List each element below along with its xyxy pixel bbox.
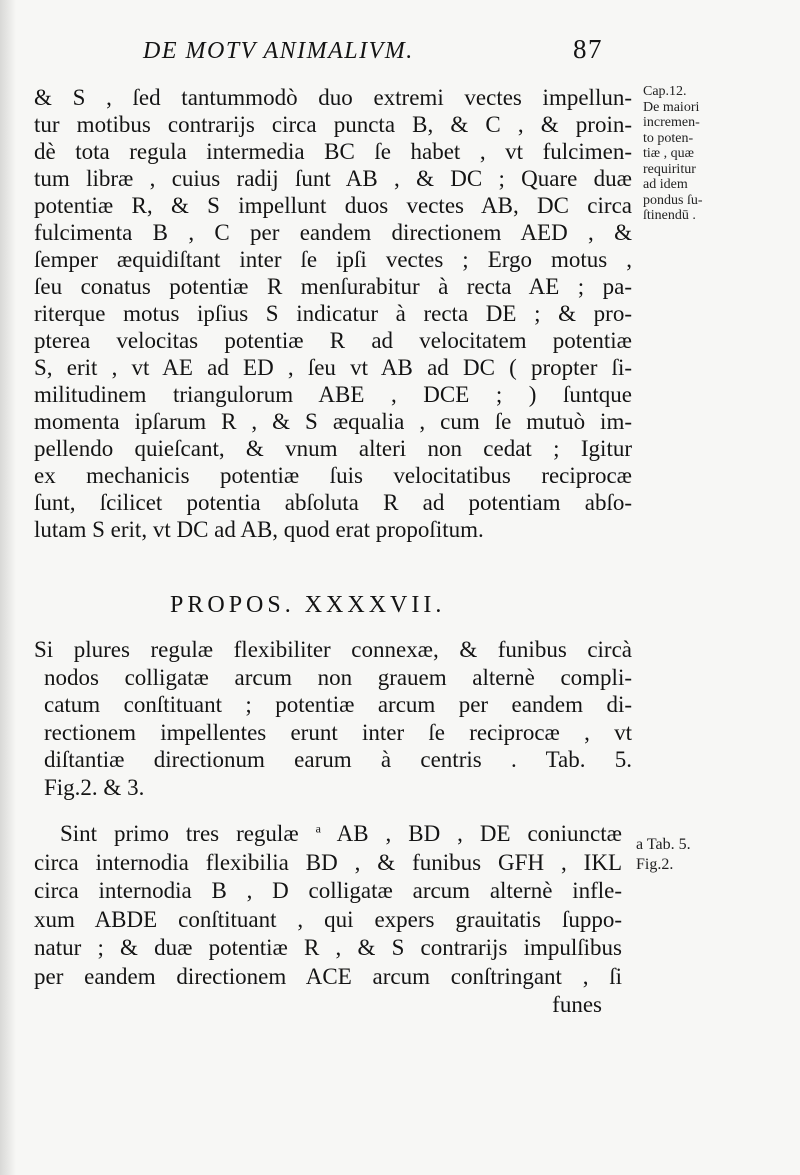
margin-note-line: ſtinendū . — [643, 208, 696, 223]
margin-note-line: incremen- — [643, 115, 700, 130]
margin-note-line: De maiori — [643, 99, 700, 115]
paragraph-first-line — [34, 820, 622, 849]
text-line: pterea velocitas potentiæ R ad velocitatem potentiæ — [34, 328, 632, 353]
text-line: militudinem triangulorum ABE , DCE ; ) ſuntque — [34, 382, 632, 407]
paragraph-line: natur ; & duæ potentiæ R , & S contrarijs impulſibus — [34, 935, 622, 960]
margin-ref-line: a Tab. 5. — [636, 836, 691, 853]
proposition-heading: PROPOS. XXXXVII. — [170, 592, 446, 618]
text-line: & S , ſed tantummodò duo extremi vectes impellun- — [34, 85, 632, 110]
proposition-text — [34, 636, 632, 801]
paragraph-line-start: Sint primo tres regulæ — [60, 821, 299, 846]
margin-note-line: Cap.12. — [643, 84, 687, 99]
margin-note-line: ad idem — [643, 177, 688, 192]
running-head — [143, 34, 603, 68]
text-line: potentiæ R, & S impellunt duos vectes AB, DC circa — [34, 193, 632, 218]
paragraph-line: circa internodia flexibilia BD , & funibus GFH , IKL — [34, 849, 622, 875]
margin-note-line: tiæ , quæ — [643, 146, 694, 161]
paragraph-line: per eandem directionem ACE arcum conſtringant , ſi — [34, 963, 622, 989]
proposition-line: nodos colligatæ arcum non grauem alternè compli- — [44, 664, 632, 690]
running-head-title: DE MOTV ANIMALIVM. — [143, 38, 414, 64]
proposition-line: rectionem impellentes erunt inter ſe reciprocæ , vt — [44, 719, 632, 745]
margin-note-line: pondus ſu- — [643, 192, 703, 208]
margin-ref-line: Fig.2. — [636, 856, 674, 873]
text-line: momenta ipſarum R , & S æqualia , cum ſe mutuò im- — [34, 409, 632, 434]
catchword: funes — [552, 992, 602, 1017]
text-line: ſunt, ſcilicet potentia abſoluta R ad potentiam abſo- — [34, 490, 632, 515]
margin-reference-tab5 — [636, 835, 746, 875]
proposition-line: Fig.2. & 3. — [44, 774, 145, 800]
paragraph-line: circa internodia B , D colligatæ arcum alternè infle- — [34, 878, 622, 903]
text-line: tum libræ , cuius radij ſunt AB , & DC ; Quare duæ — [34, 166, 632, 191]
paragraph-line: xum ABDE conſtituant , qui expers grauitatis ſuppo- — [34, 906, 622, 932]
proposition-line: Si plures regulæ flexibiliter connexæ, & funibus circà — [34, 637, 632, 662]
text-line: S, erit , vt AE ad ED , ſeu vt AB ad DC ( propter ſi- — [34, 355, 632, 380]
text-line: ex mechanicis potentiæ ſuis velocitatibus reciprocæ — [34, 463, 632, 488]
main-text-block — [34, 84, 632, 543]
text-line: pellendo quieſcant, & vnum alteri non cedat ; Igitur — [34, 436, 632, 461]
paragraph-line-rest: AB , BD , DE coniunctæ — [336, 821, 622, 846]
text-line: dè tota regula intermedia BC ſe habet , vt fulcimen- — [34, 139, 632, 164]
text-line: lutam S erit, vt DC ad AB, quod erat propoſitum. — [34, 517, 484, 542]
text-line: tur motibus contrarijs circa puncta B, & C , & proin- — [34, 112, 632, 137]
margin-note-line: to poten- — [643, 130, 694, 146]
margin-note-line: requiritur — [643, 161, 696, 177]
text-line: riterque motus ipſius S indicatur à recta DE ; & pro- — [34, 301, 632, 326]
footnote-marker: a — [315, 821, 321, 836]
text-line: ſeu conatus potentiæ R menſurabitur à recta AE ; pa- — [34, 274, 632, 299]
page-binding-shadow — [0, 0, 16, 1175]
text-line: ſemper æquidiſtant inter ſe ipſi vectes ; Ergo motus , — [34, 247, 632, 272]
second-paragraph — [34, 820, 622, 1020]
margin-note-cap12 — [643, 84, 743, 224]
proposition-line: diſtantiæ directionum earum à centris . Tab. 5. — [44, 747, 632, 772]
text-line: fulcimenta B , C per eandem directionem AED , & — [34, 220, 632, 245]
page-number: 87 — [573, 34, 603, 64]
proposition-line: catum conſtituant ; potentiæ arcum per eandem di- — [44, 692, 632, 717]
